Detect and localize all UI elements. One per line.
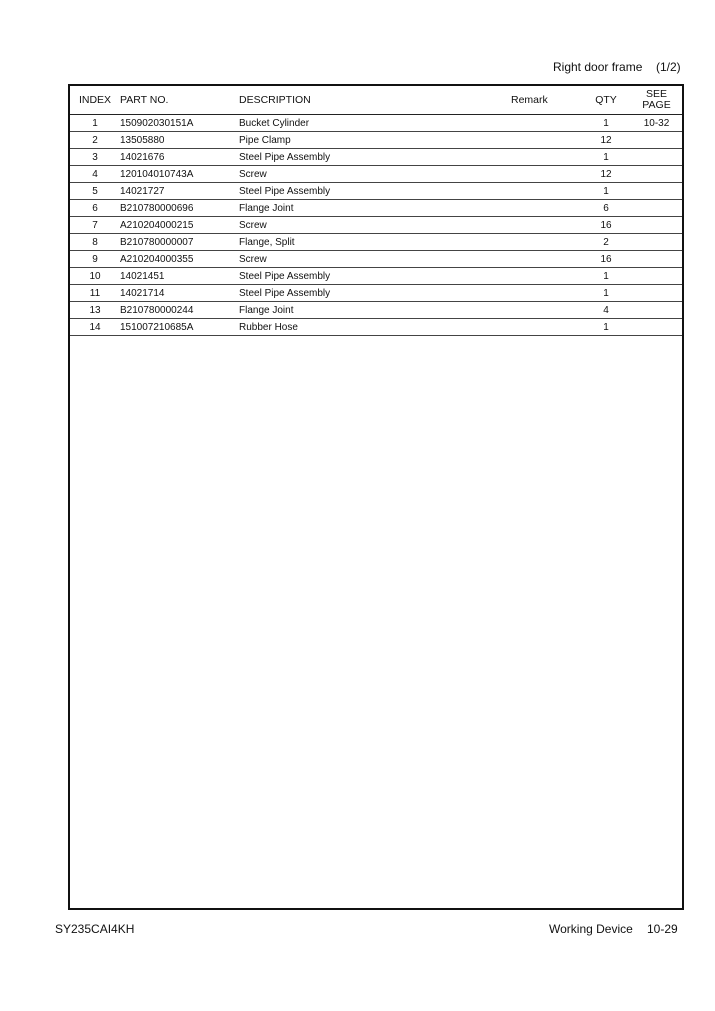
cell-part-no: B210780000007	[120, 234, 239, 251]
table-row	[70, 149, 682, 166]
cell-qty: 1	[581, 319, 631, 336]
col-qty-header: QTY	[581, 86, 631, 115]
col-see-page-header	[631, 86, 682, 115]
cell-index: 7	[70, 217, 120, 234]
cell-index: 2	[70, 132, 120, 149]
cell-see-page	[631, 285, 682, 302]
table-row	[70, 285, 682, 302]
cell-description: Steel Pipe Assembly	[239, 183, 511, 200]
cell-remark	[511, 217, 581, 234]
cell-part-no: A210204000355	[120, 251, 239, 268]
cell-see-page	[631, 149, 682, 166]
page-header	[553, 60, 681, 74]
cell-description: Steel Pipe Assembly	[239, 285, 511, 302]
cell-qty: 1	[581, 149, 631, 166]
cell-remark	[511, 183, 581, 200]
cell-index: 1	[70, 115, 120, 132]
cell-description: Pipe Clamp	[239, 132, 511, 149]
cell-description: Flange Joint	[239, 302, 511, 319]
cell-see-page	[631, 183, 682, 200]
footer-right	[549, 922, 678, 936]
cell-index: 13	[70, 302, 120, 319]
cell-remark	[511, 149, 581, 166]
cell-see-page: 10-32	[631, 115, 682, 132]
footer-page-number: 10-29	[647, 922, 678, 936]
cell-see-page	[631, 319, 682, 336]
page-label: PAGE	[642, 99, 671, 111]
cell-index: 9	[70, 251, 120, 268]
cell-qty: 2	[581, 234, 631, 251]
table-row	[70, 251, 682, 268]
cell-index: 4	[70, 166, 120, 183]
cell-qty: 4	[581, 302, 631, 319]
cell-part-no: 150902030151A	[120, 115, 239, 132]
table-row	[70, 115, 682, 132]
cell-description: Steel Pipe Assembly	[239, 149, 511, 166]
see-label: SEE	[645, 88, 667, 100]
table-row	[70, 268, 682, 285]
footer-model: SY235CAI4KH	[55, 922, 135, 936]
cell-see-page	[631, 217, 682, 234]
footer-section: Working Device	[549, 922, 633, 936]
table-row	[70, 200, 682, 217]
col-part-no-header: PART NO.	[120, 86, 239, 115]
cell-qty: 16	[581, 251, 631, 268]
cell-description: Screw	[239, 251, 511, 268]
cell-index: 6	[70, 200, 120, 217]
cell-remark	[511, 132, 581, 149]
cell-remark	[511, 234, 581, 251]
cell-description: Steel Pipe Assembly	[239, 268, 511, 285]
cell-part-no: 14021727	[120, 183, 239, 200]
table-row	[70, 319, 682, 336]
cell-index: 11	[70, 285, 120, 302]
cell-see-page	[631, 251, 682, 268]
cell-index: 10	[70, 268, 120, 285]
cell-see-page	[631, 268, 682, 285]
cell-qty: 12	[581, 132, 631, 149]
table-row	[70, 183, 682, 200]
cell-see-page	[631, 302, 682, 319]
cell-part-no: 120104010743A	[120, 166, 239, 183]
col-description-header: DESCRIPTION	[239, 86, 511, 115]
cell-remark	[511, 166, 581, 183]
cell-qty: 6	[581, 200, 631, 217]
cell-see-page	[631, 132, 682, 149]
cell-index: 3	[70, 149, 120, 166]
cell-part-no: A210204000215	[120, 217, 239, 234]
cell-qty: 16	[581, 217, 631, 234]
cell-index: 8	[70, 234, 120, 251]
cell-part-no: B210780000696	[120, 200, 239, 217]
cell-qty: 1	[581, 268, 631, 285]
section-title: Right door frame	[553, 60, 643, 74]
cell-description: Flange, Split	[239, 234, 511, 251]
cell-description: Screw	[239, 166, 511, 183]
cell-remark	[511, 268, 581, 285]
table-row	[70, 166, 682, 183]
cell-index: 14	[70, 319, 120, 336]
col-index-header: INDEX	[70, 86, 120, 115]
cell-remark	[511, 115, 581, 132]
cell-see-page	[631, 166, 682, 183]
page-indicator: (1/2)	[656, 60, 681, 74]
cell-remark	[511, 319, 581, 336]
cell-see-page	[631, 200, 682, 217]
cell-part-no: B210780000244	[120, 302, 239, 319]
parts-table	[70, 86, 682, 336]
cell-description: Flange Joint	[239, 200, 511, 217]
table-body	[70, 115, 682, 336]
cell-description: Screw	[239, 217, 511, 234]
table-row	[70, 302, 682, 319]
col-remark-header: Remark	[511, 86, 581, 115]
cell-remark	[511, 251, 581, 268]
cell-part-no: 151007210685A	[120, 319, 239, 336]
cell-qty: 1	[581, 115, 631, 132]
cell-index: 5	[70, 183, 120, 200]
cell-part-no: 14021676	[120, 149, 239, 166]
cell-description: Bucket Cylinder	[239, 115, 511, 132]
cell-remark	[511, 285, 581, 302]
table-row	[70, 217, 682, 234]
cell-qty: 1	[581, 285, 631, 302]
cell-part-no: 14021714	[120, 285, 239, 302]
cell-part-no: 13505880	[120, 132, 239, 149]
cell-remark	[511, 200, 581, 217]
cell-part-no: 14021451	[120, 268, 239, 285]
cell-qty: 12	[581, 166, 631, 183]
cell-remark	[511, 302, 581, 319]
cell-see-page	[631, 234, 682, 251]
table-row	[70, 132, 682, 149]
cell-qty: 1	[581, 183, 631, 200]
table-row	[70, 234, 682, 251]
parts-list-frame	[68, 84, 684, 910]
cell-description: Rubber Hose	[239, 319, 511, 336]
table-header-row	[70, 86, 682, 115]
